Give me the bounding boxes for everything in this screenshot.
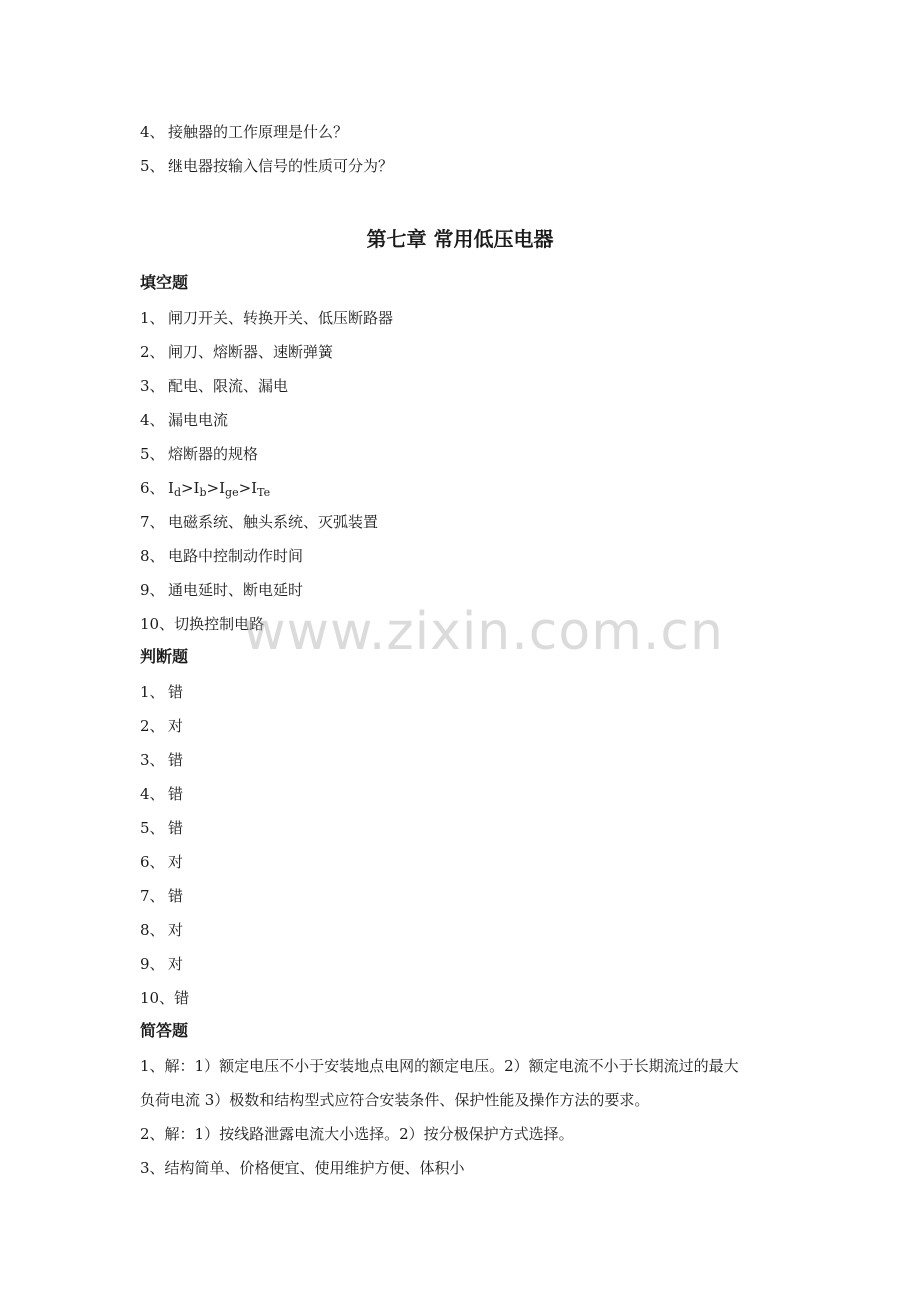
question-text: 继电器按输入信号的性质可分为？ <box>168 157 394 175</box>
fill-blank-item <box>140 410 228 430</box>
item-number: 7、 <box>140 887 165 905</box>
item-text: 电磁系统、触头系统、灭弧装置 <box>168 513 379 531</box>
item-text: 错 <box>168 751 184 769</box>
item-text: 错 <box>168 819 184 837</box>
item-number: 9、 <box>140 581 165 599</box>
prev-question-4 <box>140 122 348 142</box>
judgment-item <box>140 716 183 736</box>
judgment-item <box>140 886 183 906</box>
watermark: www.zixin.com.cn <box>243 602 724 662</box>
judgment-item <box>140 954 183 974</box>
item-number: 9、 <box>140 955 165 973</box>
item-number: 4、 <box>140 411 165 429</box>
item-text: 熔断器的规格 <box>168 445 259 463</box>
item-text: 漏电电流 <box>168 411 229 429</box>
fill-blank-heading: 填空题 <box>140 273 189 292</box>
fill-blank-item <box>140 376 288 396</box>
question-number: 4、 <box>140 123 165 141</box>
formula-subscript: b <box>199 486 207 499</box>
item-text: 切换控制电路 <box>174 615 265 633</box>
item-text: 对 <box>168 853 184 871</box>
judgment-item <box>140 818 183 838</box>
fill-blank-item-current-relation <box>140 478 270 498</box>
item-number: 10、 <box>140 989 175 1007</box>
item-text: 错 <box>168 683 184 701</box>
chapter-title: 第七章 常用低压电器 <box>366 227 554 251</box>
prev-question-5 <box>140 156 393 176</box>
short-answer-line: 3、结构简单、价格便宜、使用维护方便、体积小 <box>140 1159 465 1177</box>
formula-subscript: Te <box>257 486 271 499</box>
item-number: 6、 <box>140 479 165 497</box>
item-number: 8、 <box>140 921 165 939</box>
item-number: 1、 <box>140 309 165 327</box>
item-number: 3、 <box>140 751 165 769</box>
short-answer-line: 1、解：1）额定电压不小于安装地点电网的额定电压。2）额定电流不小于长期流过的最大 <box>140 1057 739 1075</box>
judgment-item <box>140 750 183 770</box>
fill-blank-item <box>140 308 393 328</box>
formula-part: I <box>168 479 174 497</box>
item-text: 通电延时、断电延时 <box>168 581 304 599</box>
item-number: 2、 <box>140 717 165 735</box>
item-text: 错 <box>168 887 184 905</box>
question-text: 接触器的工作原理是什么？ <box>168 123 349 141</box>
judgment-item <box>140 682 183 702</box>
judgment-item <box>140 784 183 804</box>
item-text: 对 <box>168 921 184 939</box>
question-number: 5、 <box>140 157 165 175</box>
fill-blank-item <box>140 580 303 600</box>
item-number: 7、 <box>140 513 165 531</box>
formula-part: >I <box>180 479 200 497</box>
item-number: 4、 <box>140 785 165 803</box>
short-answer-heading: 简答题 <box>140 1021 189 1040</box>
item-text: 闸刀开关、转换开关、低压断路器 <box>168 309 394 327</box>
judgment-item <box>140 988 189 1008</box>
item-number: 2、 <box>140 343 165 361</box>
formula-subscript: d <box>173 486 181 499</box>
fill-blank-item <box>140 512 378 532</box>
fill-blank-item <box>140 342 333 362</box>
judgment-item <box>140 852 183 872</box>
fill-blank-item <box>140 444 258 464</box>
item-text: 闸刀、熔断器、速断弹簧 <box>168 343 334 361</box>
judgment-heading: 判断题 <box>140 647 189 666</box>
short-answer-line: 2、解：1）按线路泄露电流大小选择。2）按分极保护方式选择。 <box>140 1125 574 1143</box>
item-text: 配电、限流、漏电 <box>168 377 289 395</box>
judgment-item <box>140 920 183 940</box>
fill-blank-item <box>140 614 264 634</box>
item-text: 电路中控制动作时间 <box>168 547 304 565</box>
item-number: 5、 <box>140 445 165 463</box>
short-answer-line: 负荷电流 3）极数和结构型式应符合安装条件、保护性能及操作方法的要求。 <box>140 1091 650 1109</box>
item-number: 3、 <box>140 377 165 395</box>
item-text: 错 <box>174 989 190 1007</box>
item-text: 对 <box>168 955 184 973</box>
item-number: 6、 <box>140 853 165 871</box>
item-text: 对 <box>168 717 184 735</box>
item-text: 错 <box>168 785 184 803</box>
formula-subscript: ge <box>225 486 239 499</box>
fill-blank-item <box>140 546 303 566</box>
formula-part: >I <box>206 479 226 497</box>
item-number: 1、 <box>140 683 165 701</box>
item-number: 10、 <box>140 615 175 633</box>
formula-part: >I <box>238 479 258 497</box>
item-number: 5、 <box>140 819 165 837</box>
item-number: 8、 <box>140 547 165 565</box>
